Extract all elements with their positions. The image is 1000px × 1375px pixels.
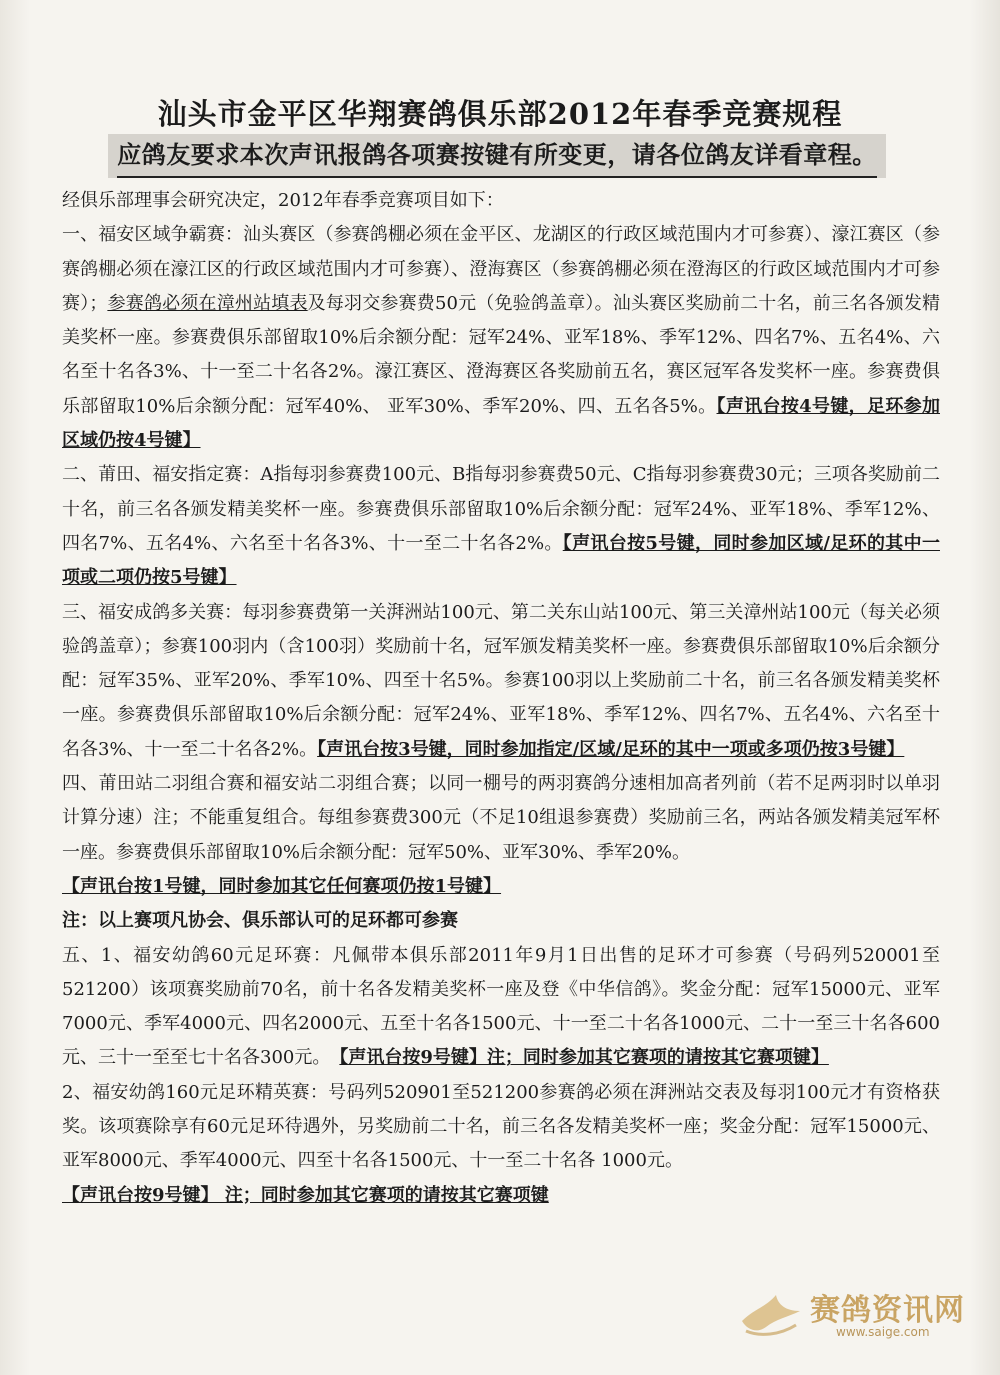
section-1-underlined: 参赛鸽必须在漳州站填表 bbox=[107, 292, 308, 314]
note-text: 注：以上赛项凡协会、俱乐部认可的足环都可参赛 bbox=[62, 910, 458, 932]
note-paragraph bbox=[62, 904, 940, 938]
section-5-key-note: 【声讯台按9号键】注；同时参加其它赛项的请按其它赛项键】 bbox=[339, 1047, 829, 1069]
document-body bbox=[62, 184, 940, 1213]
section-5 bbox=[62, 939, 940, 1076]
section-1 bbox=[62, 218, 940, 458]
section-6-key-line bbox=[62, 1179, 940, 1213]
watermark-name: 赛鸽资讯网 bbox=[810, 1293, 965, 1328]
intro-paragraph bbox=[62, 184, 940, 218]
document-title: 汕头市金平区华翔赛鸽俱乐部2012年春季竞赛规程 bbox=[157, 97, 843, 131]
document-subtitle: 应鸽友要求本次声讯报鸽各项赛按键有所变更，请各位鸽友详看章程。 bbox=[117, 134, 877, 178]
section-1-key-note: 【声讯台按4号键，足环参加区域仍按4号键】 bbox=[62, 395, 940, 452]
section-6-text: 2、福安幼鸽160元足环精英赛：号码列520901至521200参赛鸽必须在湃洲站交表及每羽100元才有资格获奖。该项赛除享有60元足环待遇外，另奖励前二十名，前三名各发精美奖杯一座；奖金分配：冠军15000元、亚军8000元、季军4000元、四至十名各1500元、十一至二十名各 1000元。 bbox=[62, 1081, 940, 1172]
section-3 bbox=[62, 596, 940, 767]
section-6 bbox=[62, 1076, 940, 1179]
section-5-text: 五、1、福安幼鸽60元足环赛：凡佩带本俱乐部2011年9月1日出售的足环才可参赛（号码列520001至521200）该项赛奖励前70名，前十名各发精美奖杯一座及登《中华信鸽》。奖金分配：冠军15000元、亚军7000元、季军4000元、四名2000元、五至十名各1500元、十一至二十名各1000元、二十一至三十名各600元、三十一至至七十名各300元。 bbox=[62, 944, 940, 1069]
section-3-key-note: 【声讯台按3号键，同时参加指定/区域/足环的其中一项或多项仍按3号键】 bbox=[317, 738, 905, 760]
section-2-key-note: 【声讯台按5号键，同时参加区域/足环的其中一项或二项仍按5号键】 bbox=[62, 532, 940, 589]
section-4-key-line bbox=[62, 870, 940, 904]
intro-text: 经俱乐部理事会研究决定，2012年春季竞赛项目如下： bbox=[62, 190, 504, 211]
watermark-url: www.saige.com bbox=[836, 1325, 930, 1339]
section-1-text-a: 一、福安区域争霸赛：汕头赛区（参赛鸽棚必须在金平区、龙湖区的行政区域范围内才可参赛）、濠江赛区（参赛鸽棚必须在濠江区的行政区域范围内才可参赛）、澄海赛区（参赛鸽棚必须在澄海区的行政区域范围内才可参赛）； bbox=[62, 224, 940, 314]
section-1-text-b: 及每羽交参赛费50元（免验鸽盖章）。汕头赛区奖励前二十名，前三名各颁发精美奖杯一座。参赛费俱乐部留取10%后余额分配：冠军24%、亚军18%、季军12%、四名7%、五名4%、六名至十名各3%、十一至二十名各2%。濠江赛区、澄海赛区各奖励前五名，赛区冠军各发奖杯一座。参赛费俱乐部留取10%后余额分配：冠军40%、 亚军30%、季军20%、四、五名各5%。 bbox=[62, 292, 941, 417]
section-4 bbox=[62, 767, 940, 870]
section-4-text: 四、莆田站二羽组合赛和福安站二羽组合赛；以同一棚号的两羽赛鸽分速相加高者列前（若不足两羽时以单羽计算分速）注；不能重复组合。每组参赛费300元（不足10组退参赛费）奖励前三名，两站各颁发精美冠军杯一座。参赛费俱乐部留取10%后余额分配：冠军50%、亚军30%、季军20%。 bbox=[62, 773, 940, 863]
section-4-key-note: 【声讯台按1号键，同时参加其它任何赛项仍按1号键】 bbox=[62, 875, 502, 897]
section-3-text: 三、福安成鸽多关赛：每羽参赛费第一关湃洲站100元、第二关东山站100元、第三关漳州站100元（每关必须验鸽盖章）；参赛100羽内（含100羽）奖励前十名，冠军颁发精美奖杯一座。参赛费俱乐部留取10%后余额分配：冠军35%、亚军20%、季军10%、四至十名5%。参赛100羽以上奖励前二十名，前三名各颁发精美奖杯一座。参赛费俱乐部留取10%后余额分配：冠军24%、亚军18%、季军12%、四名7%、五名4%、六名至十名各3%、十一至二十名各2%。 bbox=[62, 601, 940, 760]
section-6-key-note: 【声讯台按9号键】 注；同时参加其它赛项的请按其它赛项键 bbox=[62, 1184, 549, 1206]
subtitle-banner bbox=[108, 134, 886, 178]
site-watermark bbox=[736, 1281, 966, 1345]
section-2-text: 二、莆田、福安指定赛：A指每羽参赛费100元、B指每羽参赛费50元、C指每羽参赛费30元；三项各奖励前二十名，前三名各颁发精美奖杯一座。参赛费俱乐部留取10%后余额分配：冠军24%、亚军18%、季军12%、四名7%、五名4%、六名至十名各3%、十一至二十名各2%。 bbox=[62, 464, 940, 554]
section-2 bbox=[62, 458, 940, 595]
pigeon-logo-icon bbox=[736, 1281, 806, 1341]
